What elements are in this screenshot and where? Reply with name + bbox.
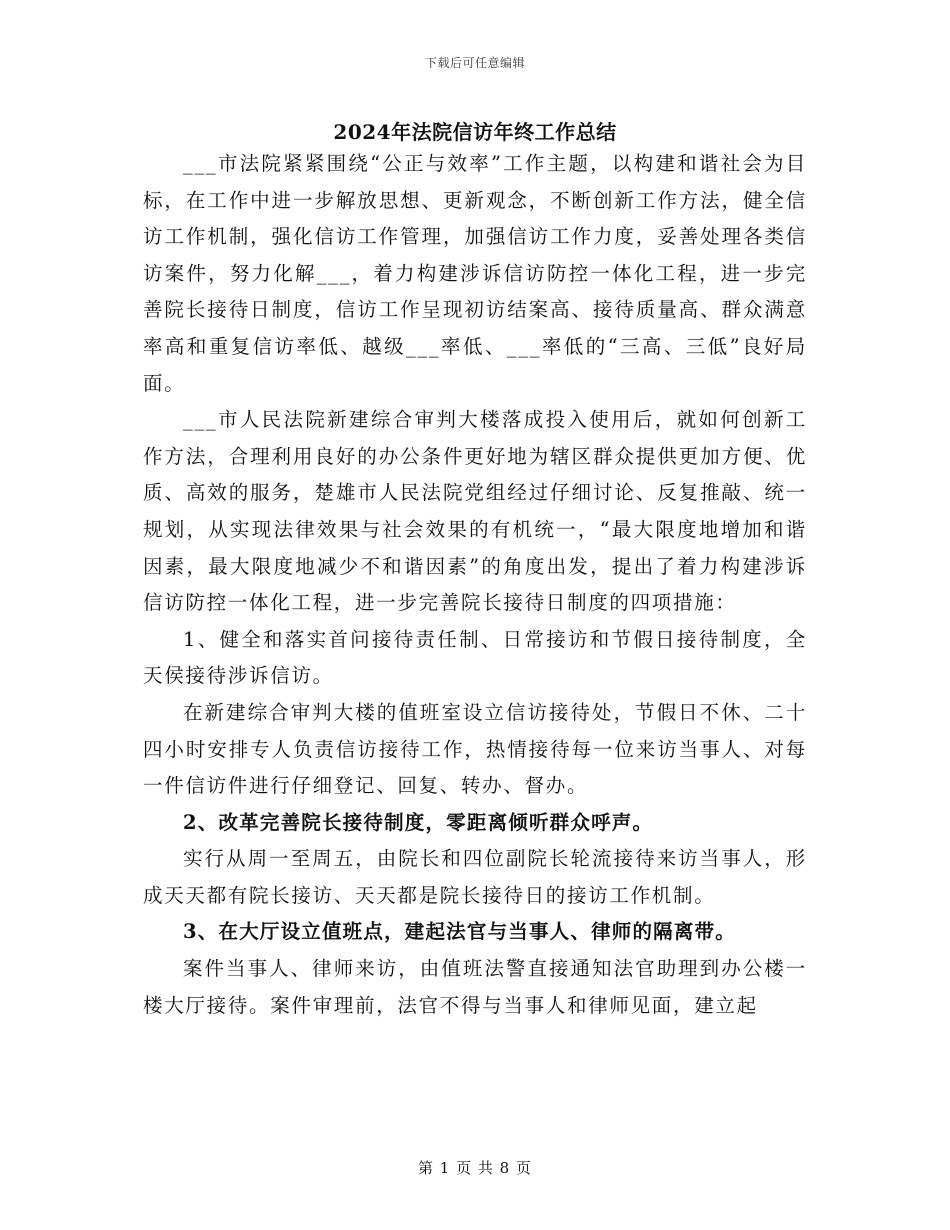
paragraph-intro: ___市法院紧紧围绕“公正与效率”工作主题，以构建和谐社会为目标，在工作中进一步解放思想、更新观念，不断创新工作方法，健全信访工作机制，强化信访工作管理，加强信访工作力度，妥善处理各类信访案件，努力化解___，着力构建涉诉信访防控一体化工程，进一步完善院长接待日制度，信访工作呈现初访结案高、接待质量高、群众满意率高和重复信访率低、越级___率低、___率低的“三高、三低”良好局面。 <box>143 152 807 395</box>
document-body <box>143 146 807 1024</box>
paragraph-background: ___市人民法院新建综合审判大楼落成投入使用后，就如何创新工作方法，合理利用良好的办公条件更好地为辖区群众提供更加方便、优质、高效的服务，楚雄市人民法院党组经过仔细讨论、反复推敲、统一规划，从实现法律效果与社会效果的有机统一，“最大限度地增加和谐因素，最大限度地减少不和谐因素”的角度出发，提出了着力构建涉诉信访防控一体化工程，进一步完善院长接待日制度的四项措施： <box>143 408 807 615</box>
document-title: 2024年法院信访年终工作总结 <box>333 120 617 144</box>
paragraph-measure-1: 1、健全和落实首问接待责任制、日常接访和节假日接待制度，全天侯接待涉诉信访。 <box>143 627 807 688</box>
paragraph-measure-2-detail: 实行从周一至周五，由院长和四位副院长轮流接待来访当事人，形成天天都有院长接访、天天都是院长接待日的接访工作机制。 <box>143 847 807 907</box>
paragraph-measure-1-detail: 在新建综合审判大楼的值班室设立信访接待处，节假日不休、二十四小时安排专人负责信访接待工作，热情接待每一位来访当事人、对每一件信访件进行仔细登记、回复、转办、督办。 <box>143 700 807 798</box>
header-note: 下载后可任意编辑 <box>424 56 525 70</box>
paragraph-measure-3-detail: 案件当事人、律师来访，由值班法警直接通知法官助理到办公楼一楼大厅接待。案件审理前，法官不得与当事人和律师见面，建立起 <box>143 957 807 1017</box>
heading-measure-2: 2、改革完善院长接待制度，零距离倾听群众呼声。 <box>183 810 654 834</box>
page-number-footer: 第 1 页 共 8 页 <box>418 1159 532 1177</box>
heading-measure-3: 3、在大厅设立值班点，建起法官与当事人、律师的隔离带。 <box>183 920 736 944</box>
